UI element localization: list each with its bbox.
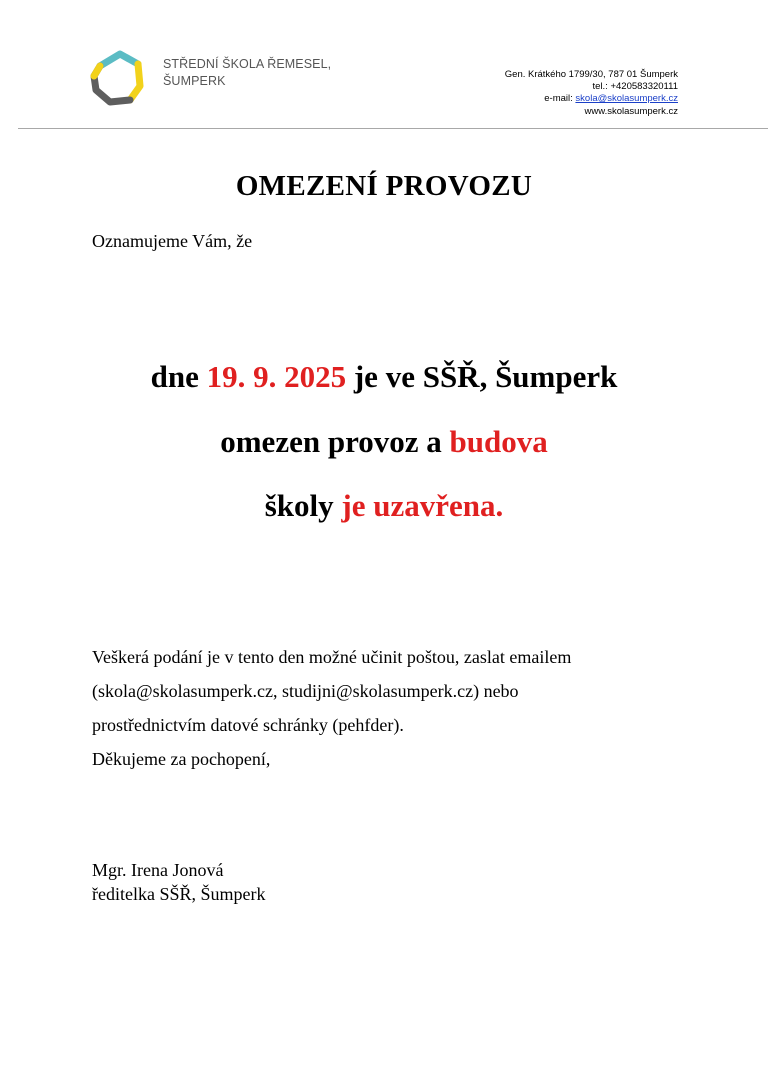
signature-role: ředitelka SŠŘ, Šumperk bbox=[92, 884, 266, 904]
hexagon-logo-icon bbox=[86, 46, 150, 110]
notice-text: je ve SŠŘ, Šumperk bbox=[346, 359, 618, 394]
school-name bbox=[163, 56, 331, 90]
body-line: (skola@skolasumperk.cz, studijni@skolasumperk.cz) nebo bbox=[92, 681, 519, 701]
notice-line-2 bbox=[0, 410, 768, 475]
contact-web: www.skolasumperk.cz bbox=[584, 105, 678, 117]
intro-text: Oznamujeme Vám, že bbox=[92, 231, 253, 251]
signature-block bbox=[92, 858, 266, 906]
notice-text: školy bbox=[264, 488, 342, 523]
body-paragraph bbox=[92, 640, 571, 776]
document-title: OMEZENÍ PROVOZU bbox=[235, 170, 533, 202]
notice-text: omezen provoz a bbox=[220, 423, 450, 459]
body-line: Děkujeme za pochopení, bbox=[92, 749, 271, 769]
contact-email-label: e-mail: bbox=[544, 93, 576, 105]
contact-address: Gen. Krátkého 1799/30, 787 01 Šumperk bbox=[504, 69, 678, 80]
school-logo bbox=[86, 46, 150, 110]
notice-highlight: je uzavřena. bbox=[341, 488, 504, 523]
notice-highlight: budova bbox=[449, 423, 548, 459]
body-line: Veškerá podání je v tento den možné učinit poštou, zaslat emailem bbox=[92, 647, 572, 667]
contact-block bbox=[505, 69, 678, 118]
signature-name: Mgr. Irena Jonová bbox=[92, 860, 224, 880]
contact-email-row bbox=[505, 93, 678, 105]
school-name-line1: STŘEDNÍ ŠKOLA ŘEMESEL, bbox=[163, 57, 332, 71]
header-divider bbox=[18, 128, 768, 129]
notice-block bbox=[0, 345, 768, 539]
school-name-line2: ŠUMPERK bbox=[163, 74, 226, 88]
notice-line-1 bbox=[0, 345, 768, 410]
notice-line-3 bbox=[0, 474, 768, 539]
contact-phone: tel.: +420583320111 bbox=[592, 81, 678, 93]
body-line: prostřednictvím datové schránky (pehfder). bbox=[92, 715, 404, 735]
notice-text: dne bbox=[150, 359, 207, 394]
notice-date: 19. 9. 2025 bbox=[206, 359, 347, 394]
contact-email-link[interactable]: skola@skolasumperk.cz bbox=[575, 93, 678, 105]
